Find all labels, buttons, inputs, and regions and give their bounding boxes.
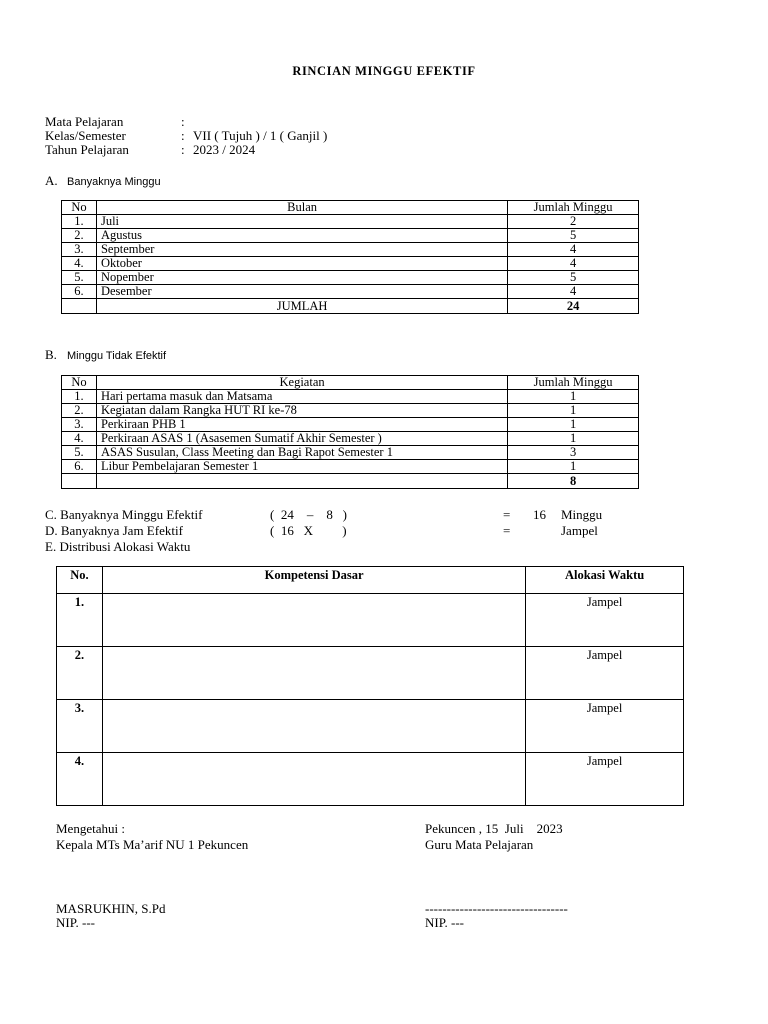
total-row — [62, 474, 639, 489]
row-jumlah: 1 — [508, 404, 639, 418]
row-jumlah: 4 — [508, 243, 639, 257]
row-no: 1. — [62, 215, 97, 229]
row-alokasi: Jampel — [526, 594, 684, 647]
row-jumlah: 2 — [508, 215, 639, 229]
row-jumlah: 1 — [508, 432, 639, 446]
row-bulan: September — [96, 243, 507, 257]
row-bulan: Desember — [96, 285, 507, 299]
row-jumlah: 5 — [508, 229, 639, 243]
tahun-colon: : — [181, 142, 185, 157]
row-no: 2. — [62, 229, 97, 243]
section-c-calc: ( 24 – 8 ) — [270, 507, 347, 522]
page-title: RINCIAN MINGGU EFEKTIF — [292, 64, 476, 78]
row-jumlah: 1 — [508, 418, 639, 432]
row-kegiatan: Kegiatan dalam Rangka HUT RI ke-78 — [96, 404, 507, 418]
table-distribusi-alokasi — [56, 566, 684, 806]
row-jumlah: 5 — [508, 271, 639, 285]
col-header-kd: Kompetensi Dasar — [102, 567, 525, 594]
row-no: 4. — [62, 257, 97, 271]
mapel-label: Mata Pelajaran — [45, 114, 124, 129]
total-no-empty — [62, 474, 97, 489]
total-value: 8 — [508, 474, 639, 489]
row-bulan: Nopember — [96, 271, 507, 285]
table-row — [62, 432, 639, 446]
row-kd — [102, 753, 525, 806]
kelas-colon: : — [181, 128, 185, 143]
row-kegiatan: ASAS Susulan, Class Meeting dan Bagi Rapot Semester 1 — [96, 446, 507, 460]
row-alokasi: Jampel — [526, 700, 684, 753]
tahun-value: 2023 / 2024 — [193, 142, 256, 157]
row-bulan: Oktober — [96, 257, 507, 271]
row-no: 3. — [62, 243, 97, 257]
section-d-calc: ( 16 X ) — [270, 523, 347, 538]
col-header-jumlah: Jumlah Minggu — [508, 376, 639, 390]
row-jumlah: 4 — [508, 285, 639, 299]
row-no: 4. — [62, 432, 97, 446]
table-row — [62, 271, 639, 285]
table-row — [62, 229, 639, 243]
sign-right-name: --------------------------------- — [425, 901, 568, 916]
section-c-eq: = — [503, 507, 511, 522]
section-e-label: E. Distribusi Alokasi Waktu — [45, 539, 191, 554]
sign-right-line2: Guru Mata Pelajaran — [425, 837, 534, 852]
table-row — [62, 390, 639, 404]
row-no: 6. — [62, 460, 97, 474]
table-row — [57, 700, 684, 753]
section-b-letter: B. — [45, 347, 57, 362]
row-kd — [102, 647, 525, 700]
table-row — [62, 418, 639, 432]
total-value: 24 — [508, 299, 639, 314]
col-header-alokasi: Alokasi Waktu — [526, 567, 684, 594]
section-b-heading: Minggu Tidak Efektif — [67, 350, 167, 362]
section-c-label: C. Banyaknya Minggu Efektif — [45, 507, 203, 522]
row-kegiatan: Perkiraan ASAS 1 (Asasemen Sumatif Akhir Semester ) — [96, 432, 507, 446]
row-no: 6. — [62, 285, 97, 299]
row-no: 2. — [57, 647, 103, 700]
section-c-result: 16 — [533, 507, 546, 522]
col-header-bulan: Bulan — [96, 201, 507, 215]
table-row — [57, 594, 684, 647]
row-kd — [102, 594, 525, 647]
row-alokasi: Jampel — [526, 753, 684, 806]
table-row — [62, 446, 639, 460]
section-d-unit: Jampel — [561, 523, 598, 538]
kelas-value: VII ( Tujuh ) / 1 ( Ganjil ) — [193, 128, 328, 143]
table-row — [62, 404, 639, 418]
col-header-kegiatan: Kegiatan — [96, 376, 507, 390]
section-a-letter: A. — [45, 173, 58, 188]
kelas-label: Kelas/Semester — [45, 128, 126, 143]
table-row — [62, 243, 639, 257]
row-no: 5. — [62, 446, 97, 460]
table-banyaknya-minggu — [61, 200, 639, 314]
row-jumlah: 1 — [508, 460, 639, 474]
table-minggu-tidak-efektif — [61, 375, 639, 489]
table-row — [62, 257, 639, 271]
total-row — [62, 299, 639, 314]
col-header-jumlah: Jumlah Minggu — [508, 201, 639, 215]
sign-left-line2: Kepala MTs Ma’arif NU 1 Pekuncen — [56, 837, 249, 852]
sign-right-line1: Pekuncen , 15 Juli 2023 — [425, 821, 563, 836]
col-header-no: No. — [57, 567, 103, 594]
section-c-unit: Minggu — [561, 507, 603, 522]
sign-right-nip: NIP. --- — [425, 915, 464, 930]
table-row — [57, 753, 684, 806]
row-no: 4. — [57, 753, 103, 806]
row-jumlah: 4 — [508, 257, 639, 271]
table-row — [57, 647, 684, 700]
row-kegiatan: Perkiraan PHB 1 — [96, 418, 507, 432]
row-no: 3. — [57, 700, 103, 753]
row-bulan: Agustus — [96, 229, 507, 243]
total-label-empty — [96, 474, 507, 489]
row-no: 1. — [62, 390, 97, 404]
row-jumlah: 3 — [508, 446, 639, 460]
row-kegiatan: Libur Pembelajaran Semester 1 — [96, 460, 507, 474]
row-no: 3. — [62, 418, 97, 432]
row-bulan: Juli — [96, 215, 507, 229]
col-header-no: No — [62, 201, 97, 215]
tahun-label: Tahun Pelajaran — [45, 142, 129, 157]
total-label: JUMLAH — [96, 299, 507, 314]
sign-left-nip: NIP. --- — [56, 915, 95, 930]
table-row — [62, 285, 639, 299]
sign-left-name: MASRUKHIN, S.Pd — [56, 901, 166, 916]
table-row — [62, 215, 639, 229]
row-no: 5. — [62, 271, 97, 285]
row-kd — [102, 700, 525, 753]
row-alokasi: Jampel — [526, 647, 684, 700]
row-kegiatan: Hari pertama masuk dan Matsama — [96, 390, 507, 404]
sign-left-line1: Mengetahui : — [56, 821, 125, 836]
mapel-colon: : — [181, 114, 185, 129]
col-header-no: No — [62, 376, 97, 390]
table-row — [62, 460, 639, 474]
section-d-label: D. Banyaknya Jam Efektif — [45, 523, 183, 538]
total-no-empty — [62, 299, 97, 314]
row-jumlah: 1 — [508, 390, 639, 404]
row-no: 1. — [57, 594, 103, 647]
section-d-eq: = — [503, 523, 511, 538]
row-no: 2. — [62, 404, 97, 418]
section-a-heading: Banyaknya Minggu — [67, 176, 161, 188]
